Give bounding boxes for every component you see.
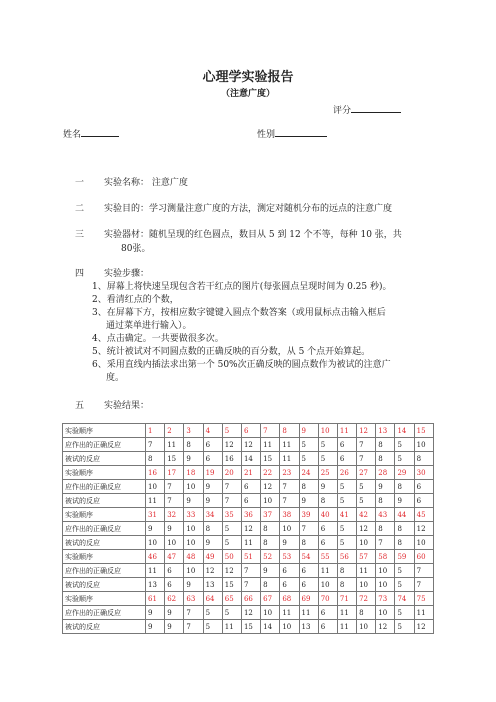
- response-row: [63, 620, 434, 634]
- correct-response-cell: 9: [146, 606, 165, 620]
- correct-row: [63, 564, 434, 578]
- trial-number-cell: 67: [261, 592, 280, 606]
- trial-number-cell: 41: [337, 508, 356, 522]
- trial-number-cell: 21: [241, 466, 260, 480]
- trial-number-cell: 63: [184, 592, 203, 606]
- subject-response-cell: 5: [395, 620, 414, 634]
- subject-response-cell: 7: [241, 578, 260, 592]
- results-table: [62, 423, 434, 634]
- trial-number-cell: 33: [184, 508, 203, 522]
- correct-response-cell: 12: [222, 564, 241, 578]
- row-label: 应作出的正确反应: [63, 564, 146, 578]
- row-label: 被试的反应: [63, 620, 146, 634]
- correct-response-cell: 7: [146, 438, 165, 452]
- trial-number-cell: 31: [146, 508, 165, 522]
- correct-row: [63, 522, 434, 536]
- trial-number-cell: 30: [414, 466, 433, 480]
- correct-response-cell: 10: [414, 438, 433, 452]
- row-label: 实验顺序: [63, 592, 146, 606]
- correct-row: [63, 438, 434, 452]
- trial-number-cell: 58: [376, 550, 395, 564]
- subject-response-cell: 5: [222, 536, 241, 550]
- trial-number-cell: 71: [337, 592, 356, 606]
- correct-response-cell: 7: [184, 606, 203, 620]
- correct-response-cell: 6: [241, 480, 260, 494]
- row-label: 被试的反应: [63, 494, 146, 508]
- trial-number-cell: 24: [299, 466, 318, 480]
- correct-response-cell: 9: [165, 522, 184, 536]
- trial-number-cell: 49: [203, 550, 222, 564]
- trial-number-cell: 44: [395, 508, 414, 522]
- trial-number-cell: 68: [280, 592, 299, 606]
- subject-response-cell: 7: [357, 452, 376, 466]
- section-1-number: 一: [75, 178, 85, 188]
- correct-response-cell: 10: [280, 522, 299, 536]
- trial-number-cell: 36: [241, 508, 260, 522]
- trial-number-cell: 5: [222, 424, 241, 438]
- trial-number-cell: 57: [357, 550, 376, 564]
- correct-response-cell: 12: [241, 438, 260, 452]
- subject-response-cell: 15: [165, 452, 184, 466]
- correct-response-cell: 11: [261, 438, 280, 452]
- correct-response-cell: 7: [414, 564, 433, 578]
- correct-response-cell: 11: [337, 606, 356, 620]
- trial-number-cell: 73: [376, 592, 395, 606]
- correct-response-cell: 9: [203, 480, 222, 494]
- subject-response-cell: 15: [222, 578, 241, 592]
- trial-number-cell: 66: [241, 592, 260, 606]
- subject-response-cell: 5: [395, 578, 414, 592]
- subject-response-cell: 6: [241, 494, 260, 508]
- trial-number-cell: 74: [395, 592, 414, 606]
- correct-response-cell: 6: [414, 480, 433, 494]
- trial-number-cell: 1: [146, 424, 165, 438]
- subject-response-cell: 9: [395, 494, 414, 508]
- row-label: 应作出的正确反应: [63, 522, 146, 536]
- gender-blank[interactable]: [275, 127, 327, 137]
- subject-response-cell: 9: [184, 452, 203, 466]
- correct-response-cell: 9: [146, 522, 165, 536]
- subject-response-cell: 7: [184, 620, 203, 634]
- trial-number-cell: 46: [146, 550, 165, 564]
- subject-response-cell: 9: [165, 620, 184, 634]
- correct-response-cell: 9: [261, 564, 280, 578]
- trial-number-cell: 70: [318, 592, 337, 606]
- subject-response-cell: 5: [318, 452, 337, 466]
- section-3-line2: 80张。: [121, 244, 151, 254]
- name-label: 姓名: [63, 130, 82, 140]
- section-3-number: 三: [75, 230, 85, 240]
- trial-number-cell: 48: [184, 550, 203, 564]
- subject-response-cell: 7: [414, 578, 433, 592]
- correct-response-cell: 9: [318, 480, 337, 494]
- correct-response-cell: 6: [318, 522, 337, 536]
- correct-response-cell: 9: [376, 480, 395, 494]
- subject-response-cell: 10: [184, 536, 203, 550]
- subject-response-cell: 10: [357, 578, 376, 592]
- subject-response-cell: 10: [261, 494, 280, 508]
- correct-response-cell: 10: [376, 564, 395, 578]
- step-5: 5、统计被试对不同圆点数的正确反映的百分数，从 5 个点开始算起。: [92, 347, 371, 357]
- row-label: 实验顺序: [63, 466, 146, 480]
- subject-response-cell: 7: [165, 494, 184, 508]
- trial-number-cell: 2: [165, 424, 184, 438]
- trial-number-cell: 51: [241, 550, 260, 564]
- order-row: [63, 508, 434, 522]
- subject-response-cell: 8: [146, 452, 165, 466]
- correct-response-cell: 11: [414, 606, 433, 620]
- subject-response-cell: 10: [357, 620, 376, 634]
- response-row: [63, 494, 434, 508]
- trial-number-cell: 72: [357, 592, 376, 606]
- trial-number-cell: 47: [165, 550, 184, 564]
- correct-response-cell: 11: [299, 606, 318, 620]
- gender-label: 性别: [257, 130, 276, 140]
- subject-response-cell: 9: [203, 494, 222, 508]
- correct-response-cell: 5: [318, 438, 337, 452]
- row-label: 应作出的正确反应: [63, 606, 146, 620]
- correct-response-cell: 6: [203, 438, 222, 452]
- trial-number-cell: 64: [203, 592, 222, 606]
- trial-number-cell: 12: [357, 424, 376, 438]
- correct-response-cell: 12: [241, 522, 260, 536]
- trial-number-cell: 45: [414, 508, 433, 522]
- subject-response-cell: 12: [376, 620, 395, 634]
- trial-number-cell: 54: [299, 550, 318, 564]
- trial-number-cell: 16: [146, 466, 165, 480]
- subject-response-cell: 6: [203, 452, 222, 466]
- trial-number-cell: 28: [376, 466, 395, 480]
- trial-number-cell: 11: [337, 424, 356, 438]
- correct-response-cell: 11: [146, 564, 165, 578]
- correct-response-cell: 6: [299, 564, 318, 578]
- correct-response-cell: 10: [184, 564, 203, 578]
- response-row: [63, 452, 434, 466]
- subject-response-cell: 9: [146, 620, 165, 634]
- response-row: [63, 578, 434, 592]
- subject-response-cell: 8: [299, 536, 318, 550]
- correct-response-cell: 10: [376, 606, 395, 620]
- subject-response-cell: 8: [261, 578, 280, 592]
- correct-response-cell: 8: [299, 480, 318, 494]
- step-6-cont: 度。: [106, 373, 125, 383]
- trial-number-cell: 17: [165, 466, 184, 480]
- correct-response-cell: 5: [395, 438, 414, 452]
- trial-number-cell: 19: [203, 466, 222, 480]
- gender-field: [257, 127, 327, 140]
- section-5-number: 五: [75, 401, 85, 411]
- subject-response-cell: 8: [414, 452, 433, 466]
- name-field: [63, 127, 119, 140]
- trial-number-cell: 27: [357, 466, 376, 480]
- correct-response-cell: 8: [357, 606, 376, 620]
- trial-number-cell: 34: [203, 508, 222, 522]
- correct-response-cell: 8: [395, 480, 414, 494]
- order-row: [63, 550, 434, 564]
- correct-response-cell: 11: [165, 438, 184, 452]
- correct-response-cell: 11: [280, 606, 299, 620]
- subject-response-cell: 13: [146, 578, 165, 592]
- section-4-title: 实验步骤：: [104, 269, 150, 279]
- trial-number-cell: 43: [376, 508, 395, 522]
- trial-number-cell: 61: [146, 592, 165, 606]
- correct-response-cell: 6: [280, 564, 299, 578]
- subject-response-cell: 15: [261, 452, 280, 466]
- subject-response-cell: 9: [184, 578, 203, 592]
- correct-response-cell: 11: [357, 564, 376, 578]
- trial-number-cell: 7: [261, 424, 280, 438]
- subject-response-cell: 8: [318, 494, 337, 508]
- correct-response-cell: 8: [184, 438, 203, 452]
- correct-response-cell: 12: [261, 480, 280, 494]
- trial-number-cell: 56: [337, 550, 356, 564]
- correct-response-cell: 8: [376, 522, 395, 536]
- score-label: 评分: [333, 106, 352, 116]
- subject-response-cell: 9: [299, 494, 318, 508]
- correct-response-cell: 5: [357, 480, 376, 494]
- score-field: [333, 103, 401, 116]
- trial-number-cell: 22: [261, 466, 280, 480]
- subject-response-cell: 7: [376, 536, 395, 550]
- correct-response-cell: 7: [280, 480, 299, 494]
- trial-number-cell: 65: [222, 592, 241, 606]
- row-label: 实验顺序: [63, 550, 146, 564]
- trial-number-cell: 35: [222, 508, 241, 522]
- subject-response-cell: 6: [414, 494, 433, 508]
- subject-response-cell: 5: [337, 536, 356, 550]
- trial-number-cell: 50: [222, 550, 241, 564]
- trial-number-cell: 26: [337, 466, 356, 480]
- correct-response-cell: 5: [299, 438, 318, 452]
- trial-number-cell: 8: [280, 424, 299, 438]
- trial-number-cell: 10: [318, 424, 337, 438]
- subject-response-cell: 8: [337, 578, 356, 592]
- row-label: 被试的反应: [63, 536, 146, 550]
- subject-response-cell: 9: [203, 536, 222, 550]
- correct-response-cell: 7: [165, 480, 184, 494]
- correct-response-cell: 5: [222, 522, 241, 536]
- correct-response-cell: 12: [203, 564, 222, 578]
- row-label: 实验顺序: [63, 508, 146, 522]
- subject-response-cell: 5: [337, 494, 356, 508]
- subject-response-cell: 13: [203, 578, 222, 592]
- subject-response-cell: 6: [165, 578, 184, 592]
- step-3-cont: 通过菜单进行输入）。: [106, 321, 192, 331]
- subject-response-cell: 10: [414, 536, 433, 550]
- step-1: 1、屏幕上将快速呈现包含若干红点的图片(每张圆点呈现时间为 0.25 秒)。: [92, 282, 392, 292]
- trial-number-cell: 39: [299, 508, 318, 522]
- trial-number-cell: 32: [165, 508, 184, 522]
- subject-response-cell: 10: [376, 578, 395, 592]
- subject-response-cell: 11: [241, 536, 260, 550]
- subject-response-cell: 7: [280, 494, 299, 508]
- trial-number-cell: 18: [184, 466, 203, 480]
- correct-response-cell: 5: [395, 606, 414, 620]
- correct-response-cell: 12: [241, 606, 260, 620]
- subject-response-cell: 9: [184, 494, 203, 508]
- section-2-number: 二: [75, 204, 85, 214]
- correct-response-cell: 12: [414, 522, 433, 536]
- correct-response-cell: 8: [337, 564, 356, 578]
- subject-response-cell: 8: [395, 536, 414, 550]
- subject-response-cell: 8: [376, 494, 395, 508]
- subject-response-cell: 6: [280, 578, 299, 592]
- trial-number-cell: 75: [414, 592, 433, 606]
- subject-response-cell: 10: [318, 578, 337, 592]
- subject-response-cell: 10: [146, 536, 165, 550]
- subject-response-cell: 11: [146, 494, 165, 508]
- trial-number-cell: 42: [357, 508, 376, 522]
- subject-response-cell: 6: [318, 536, 337, 550]
- trial-number-cell: 69: [299, 592, 318, 606]
- correct-response-cell: 6: [337, 438, 356, 452]
- subject-response-cell: 7: [222, 494, 241, 508]
- row-label: 被试的反应: [63, 578, 146, 592]
- trial-number-cell: 53: [280, 550, 299, 564]
- section-3-line1: 实验器材：随机呈现的红色圆点，数目从 5 到 12 个不等，每种 10 张，共: [104, 230, 402, 240]
- correct-response-cell: 10: [184, 522, 203, 536]
- correct-response-cell: 10: [184, 480, 203, 494]
- subject-response-cell: 13: [299, 620, 318, 634]
- trial-number-cell: 23: [280, 466, 299, 480]
- subject-response-cell: 11: [222, 620, 241, 634]
- subject-response-cell: 15: [241, 620, 260, 634]
- subject-response-cell: 10: [280, 620, 299, 634]
- step-6: 6、采用直线内插法求出第一个 50%次正确反映的圆点数作为被试的注意广: [92, 360, 391, 370]
- trial-number-cell: 59: [395, 550, 414, 564]
- correct-response-cell: 10: [261, 606, 280, 620]
- correct-response-cell: 7: [222, 480, 241, 494]
- subject-response-cell: 6: [337, 452, 356, 466]
- score-blank[interactable]: [351, 103, 401, 113]
- correct-response-cell: 5: [337, 480, 356, 494]
- trial-number-cell: 3: [184, 424, 203, 438]
- subject-response-cell: 5: [395, 452, 414, 466]
- correct-row: [63, 606, 434, 620]
- subject-response-cell: 10: [165, 536, 184, 550]
- subject-response-cell: 5: [299, 452, 318, 466]
- correct-response-cell: 10: [146, 480, 165, 494]
- row-label: 应作出的正确反应: [63, 438, 146, 452]
- correct-response-cell: 12: [222, 438, 241, 452]
- correct-response-cell: 6: [165, 564, 184, 578]
- page-subtitle: （注意广度）: [220, 89, 275, 99]
- order-row: [63, 466, 434, 480]
- trial-number-cell: 37: [261, 508, 280, 522]
- correct-response-cell: 11: [318, 564, 337, 578]
- section-2-text: 实验目的：学习测量注意广度的方法，测定对随机分布的远点的注意广度: [104, 204, 393, 214]
- trial-number-cell: 9: [299, 424, 318, 438]
- correct-response-cell: 7: [241, 564, 260, 578]
- trial-number-cell: 60: [414, 550, 433, 564]
- subject-response-cell: 16: [222, 452, 241, 466]
- correct-response-cell: 8: [376, 438, 395, 452]
- subject-response-cell: 10: [357, 536, 376, 550]
- subject-response-cell: 8: [376, 452, 395, 466]
- step-4: 4、点击确定。一共要做很多次。: [92, 334, 224, 344]
- trial-number-cell: 20: [222, 466, 241, 480]
- name-blank[interactable]: [81, 127, 119, 137]
- step-2: 2、看清红点的个数，: [92, 295, 179, 305]
- trial-number-cell: 25: [318, 466, 337, 480]
- trial-number-cell: 52: [261, 550, 280, 564]
- subject-response-cell: 6: [318, 620, 337, 634]
- subject-response-cell: 8: [261, 536, 280, 550]
- order-row: [63, 424, 434, 438]
- correct-response-cell: 11: [280, 438, 299, 452]
- correct-response-cell: 5: [395, 564, 414, 578]
- subject-response-cell: 12: [414, 620, 433, 634]
- trial-number-cell: 38: [280, 508, 299, 522]
- correct-response-cell: 8: [395, 522, 414, 536]
- trial-number-cell: 4: [203, 424, 222, 438]
- correct-response-cell: 9: [165, 606, 184, 620]
- section-1-text: 实验名称： 注意广度: [104, 178, 188, 188]
- section-4-number: 四: [75, 269, 85, 279]
- trial-number-cell: 62: [165, 592, 184, 606]
- correct-response-cell: 5: [222, 606, 241, 620]
- subject-response-cell: 6: [299, 578, 318, 592]
- correct-response-cell: 7: [299, 522, 318, 536]
- page-title: 心理学实验报告: [202, 70, 294, 85]
- correct-response-cell: 7: [357, 438, 376, 452]
- trial-number-cell: 15: [414, 424, 433, 438]
- row-label: 被试的反应: [63, 452, 146, 466]
- correct-response-cell: 5: [203, 606, 222, 620]
- order-row: [63, 592, 434, 606]
- subject-response-cell: 14: [261, 620, 280, 634]
- correct-response-cell: 6: [318, 606, 337, 620]
- correct-response-cell: 8: [203, 522, 222, 536]
- trial-number-cell: 40: [318, 508, 337, 522]
- trial-number-cell: 29: [395, 466, 414, 480]
- trial-number-cell: 13: [376, 424, 395, 438]
- correct-response-cell: 12: [357, 522, 376, 536]
- subject-response-cell: 9: [280, 536, 299, 550]
- correct-response-cell: 8: [261, 522, 280, 536]
- row-label: 实验顺序: [63, 424, 146, 438]
- trial-number-cell: 55: [318, 550, 337, 564]
- step-3: 3、在屏幕下方，按相应数字键键入圆点个数答案（或用鼠标点击输入框后: [92, 308, 386, 318]
- section-5-title: 实验结果：: [104, 401, 150, 411]
- subject-response-cell: 14: [241, 452, 260, 466]
- trial-number-cell: 6: [241, 424, 260, 438]
- response-row: [63, 536, 434, 550]
- subject-response-cell: 5: [203, 620, 222, 634]
- trial-number-cell: 14: [395, 424, 414, 438]
- subject-response-cell: 5: [357, 494, 376, 508]
- correct-response-cell: 5: [337, 522, 356, 536]
- row-label: 应作出的正确反应: [63, 480, 146, 494]
- subject-response-cell: 11: [280, 452, 299, 466]
- subject-response-cell: 11: [337, 620, 356, 634]
- correct-row: [63, 480, 434, 494]
